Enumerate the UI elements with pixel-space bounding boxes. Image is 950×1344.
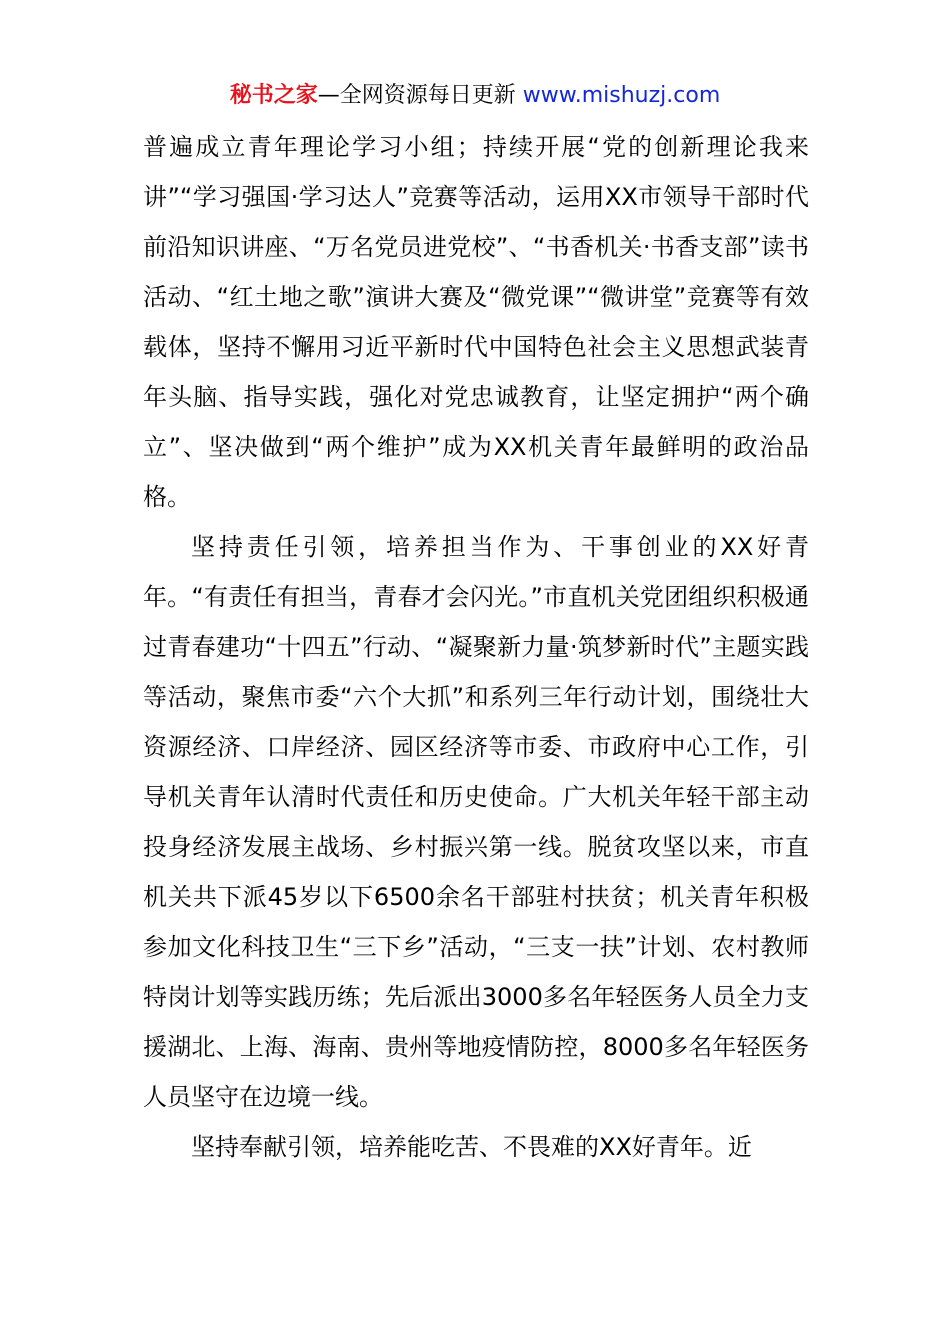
paragraph-2: 坚持责任引领，培养担当作为、干事创业的XX好青年。“有责任有担当，青春才会闪光。”市直机关党团组织积极通过青春建功“十四五”行动、“凝聚新力量·筑梦新时代”主题实践等活动，聚焦市委“六个大抓”和系列三年行动计划，围绕壮大资源经济、口岸经济、园区经济等市委、市政府中心工作，引导机关青年认清时代责任和历史使命。广大机关年轻干部主动投身经济发展主战场、乡村振兴第一线。脱贫攻坚以来，市直机关共下派45岁以下6500余名干部驻村扶贫；机关青年积极参加文化科技卫生“三下乡”活动，“三支一扶”计划、农村教师特岗计划等实践历练；先后派出3000多名年轻医务人员全力支援湖北、上海、海南、贵州等地疫情防控，8000多名年轻医务人员坚守在边境一线。	[143, 533, 809, 1111]
document-body	[143, 122, 809, 1172]
site-tagline: —全网资源每日更新	[317, 83, 523, 108]
site-url-link[interactable]: www.mishuzj.com	[522, 83, 721, 108]
paragraph-1: 普遍成立青年理论学习小组；持续开展“党的创新理论我来讲”“学习强国·学习达人”竞赛等活动，运用XX市领导干部时代前沿知识讲座、“万名党员进党校”、“书香机关·书香支部”读书活动、“红土地之歌”演讲大赛及“微党课”“微讲堂”竞赛等有效载体，坚持不懈用习近平新时代中国特色社会主义思想武装青年头脑、指导实践，强化对党忠诚教育，让坚定拥护“两个确立”、坚决做到“两个维护”成为XX机关青年最鲜明的政治品格。	[143, 133, 809, 511]
site-header	[0, 78, 950, 114]
site-brand: 秘书之家	[229, 83, 318, 108]
paragraph-3: 坚持奉献引领，培养能吃苦、不畏难的XX好青年。近	[191, 1133, 752, 1161]
